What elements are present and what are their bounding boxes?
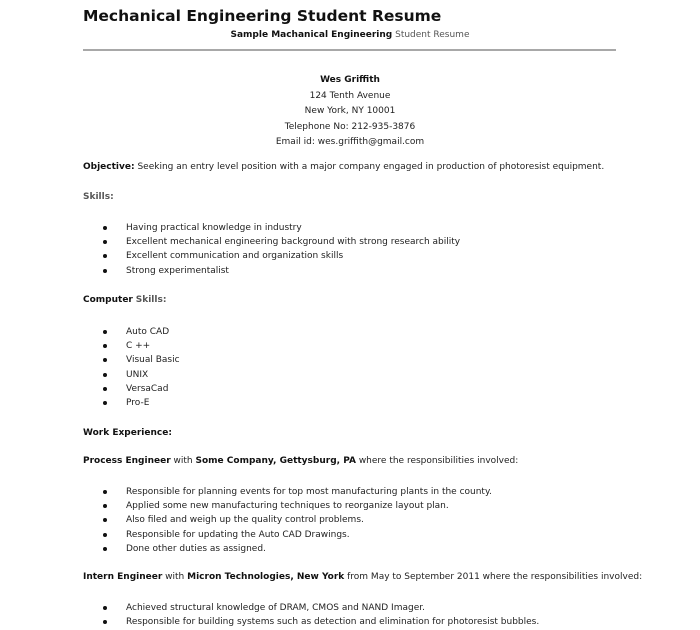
objective-text: Seeking an entry level position with a major company engaged in production of photoresist equipment. — [137, 162, 605, 172]
computer-skills-list — [103, 325, 180, 410]
list-item — [103, 542, 492, 556]
list-item — [103, 601, 539, 615]
skill-text: Excellent mechanical engineering background with strong research ability — [126, 237, 461, 248]
job-with: with — [173, 456, 193, 466]
bullet-icon — [103, 373, 107, 377]
list-item — [103, 235, 460, 249]
contact-name: Wes Griffith — [320, 75, 380, 85]
contact-email: Email id: wes.griffith@gmail.com — [275, 137, 425, 147]
work-experience-heading-text: Work Experience: — [83, 428, 172, 438]
list-item — [103, 249, 460, 263]
responsibility-text: Applied some new manufacturing techniques to reorganize layout plan. — [126, 501, 449, 512]
skill-text: Strong experimentalist — [126, 265, 229, 276]
bullet-icon — [103, 518, 107, 522]
responsibility-text: Responsible for building systems such as detection and elimination for photoresist bubbles. — [126, 617, 540, 628]
computer-skill-text: Pro-E — [126, 397, 150, 408]
bullet-icon — [103, 490, 107, 494]
job-company: Some Company, Gettysburg, PA — [195, 456, 356, 466]
list-item — [103, 513, 492, 527]
skills-heading: Skills: — [83, 192, 114, 202]
contact-block — [0, 73, 700, 151]
list-item — [103, 499, 492, 513]
responsibility-text: Done other duties as assigned. — [126, 543, 266, 554]
bullet-icon — [103, 547, 107, 551]
bullet-icon — [103, 387, 107, 391]
computer-skill-text: Visual Basic — [126, 355, 180, 366]
subtitle-rest: Student Resume — [395, 30, 470, 40]
bullet-icon — [103, 533, 107, 537]
job-role: Intern Engineer — [83, 572, 163, 582]
responsibility-text: Also filed and weigh up the quality control problems. — [126, 515, 364, 526]
responsibility-text: Responsible for updating the Auto CAD Drawings. — [126, 529, 350, 540]
bullet-icon — [103, 269, 107, 273]
contact-telephone: Telephone No: 212-935-3876 — [284, 121, 416, 132]
list-item — [103, 382, 180, 396]
bullet-icon — [103, 254, 107, 258]
job-1-header — [83, 456, 518, 466]
computer-skills-heading-part2: Skills: — [135, 295, 167, 305]
list-item — [103, 615, 539, 629]
list-item — [103, 353, 180, 367]
work-experience-heading — [83, 428, 172, 438]
list-item — [103, 396, 180, 410]
bullet-icon — [103, 620, 107, 624]
bullet-icon — [103, 240, 107, 244]
skill-text: Having practical knowledge in industry — [126, 223, 302, 233]
bullet-icon — [103, 226, 107, 230]
horizontal-rule — [83, 49, 616, 51]
job-rest: where the responsibilities involved: — [358, 456, 519, 466]
bullet-icon — [103, 358, 107, 362]
job-role: Process Engineer — [83, 456, 171, 466]
document-title: Mechanical Engineering Student Resume — [83, 7, 442, 25]
objective-label: Objective: — [83, 162, 135, 172]
bullet-icon — [103, 330, 107, 334]
responsibility-text: Responsible for planning events for top most manufacturing plants in the county. — [126, 487, 492, 497]
job-rest: from May to September 2011 where the responsibilities involved: — [347, 572, 643, 582]
bullet-icon — [103, 401, 107, 405]
list-item — [103, 264, 460, 278]
job-1-responsibilities — [103, 485, 492, 556]
bullet-icon — [103, 504, 107, 508]
list-item — [103, 339, 180, 353]
job-with: with — [165, 572, 185, 582]
list-item — [103, 325, 180, 339]
job-2-header — [83, 572, 642, 582]
list-item — [103, 485, 492, 499]
skills-list — [103, 221, 460, 278]
computer-skill-text: Auto CAD — [126, 327, 170, 337]
document-subtitle — [0, 30, 700, 40]
computer-skills-heading-part1: Computer — [83, 295, 133, 305]
computer-skill-text: UNIX — [126, 369, 149, 380]
bullet-icon — [103, 344, 107, 348]
job-2-responsibilities — [103, 601, 539, 629]
contact-city: New York, NY 10001 — [304, 106, 396, 116]
subtitle-bold: Sample Machanical Engineering — [230, 30, 393, 40]
computer-skill-text: VersaCad — [126, 383, 169, 394]
list-item — [103, 221, 460, 235]
job-company: Micron Technologies, New York — [187, 572, 345, 582]
objective — [83, 162, 604, 172]
list-item — [103, 528, 492, 542]
computer-skills-heading — [83, 295, 166, 305]
bullet-icon — [103, 606, 107, 610]
list-item — [103, 368, 180, 382]
skill-text: Excellent communication and organization skills — [126, 251, 344, 262]
responsibility-text: Achieved structural knowledge of DRAM, CMOS and NAND Imager. — [126, 603, 425, 613]
contact-address: 124 Tenth Avenue — [309, 90, 391, 101]
computer-skill-text: C ++ — [126, 341, 151, 352]
